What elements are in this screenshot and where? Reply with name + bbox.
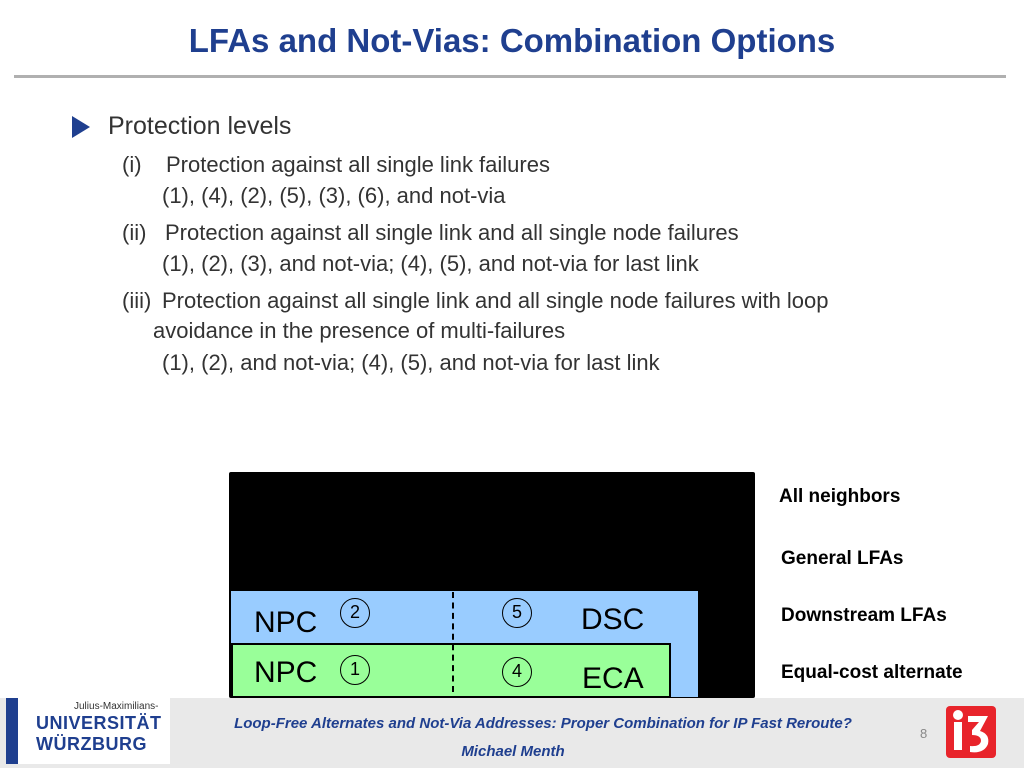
title-divider <box>14 75 1006 78</box>
protection-level-i <box>122 152 550 178</box>
legend-equal-cost: Equal-cost alternate <box>781 662 963 683</box>
level-text: Protection against all single link failures <box>166 152 550 177</box>
page-number: 8 <box>920 726 928 741</box>
level-label: (i) <box>122 152 142 177</box>
protection-level-iii <box>122 288 829 314</box>
slide-title: LFAs and Not-Vias: Combination Options <box>188 22 836 59</box>
level-text: Protection against all single link and all single node failures with loop <box>162 288 829 313</box>
legend-general-lfas: General LFAs <box>781 548 904 569</box>
level-text: Protection against all single link and all single node failures <box>165 220 739 245</box>
eca-label: ECA <box>582 662 644 695</box>
circle-4: 4 <box>502 657 532 687</box>
protection-level-ii <box>122 220 739 246</box>
level-detail: (1), (2), (3), and not-via; (4), (5), and not-via for last link <box>162 251 699 276</box>
circle-1: 1 <box>340 655 370 685</box>
level-text-continued: avoidance in the presence of multi-failures <box>153 318 566 343</box>
legend-all-neighbors: All neighbors <box>779 486 901 507</box>
npc-top-label: NPC <box>254 606 318 639</box>
i3-logo-icon <box>946 704 996 760</box>
level-label: (iii) <box>122 288 152 313</box>
circle-2: 2 <box>340 598 370 628</box>
circle-5: 5 <box>502 598 532 628</box>
dashed-divider <box>452 592 454 692</box>
section-heading: Protection levels <box>108 112 292 140</box>
footer-author: Michael Menth <box>461 743 565 760</box>
logo-line-1: UNIVERSITÄT <box>36 713 162 733</box>
level-detail: (1), (2), and not-via; (4), (5), and not-via for last link <box>162 350 660 375</box>
dsc-label: DSC <box>581 603 645 636</box>
npc-bottom-label: NPC <box>254 656 318 689</box>
level-detail: (1), (4), (2), (5), (3), (6), and not-via <box>162 183 506 208</box>
level-label: (ii) <box>122 220 147 245</box>
university-logo-stripe <box>6 698 18 764</box>
triangle-bullet-icon <box>72 116 90 138</box>
legend-downstream-lfas: Downstream LFAs <box>781 605 947 626</box>
logo-small-text: Julius-Maximilians- <box>74 701 159 712</box>
logo-line-2: WÜRZBURG <box>36 734 147 754</box>
footer-title: Loop-Free Alternates and Not-Via Addresses: Proper Combination for IP Fast Reroute? <box>234 715 852 732</box>
